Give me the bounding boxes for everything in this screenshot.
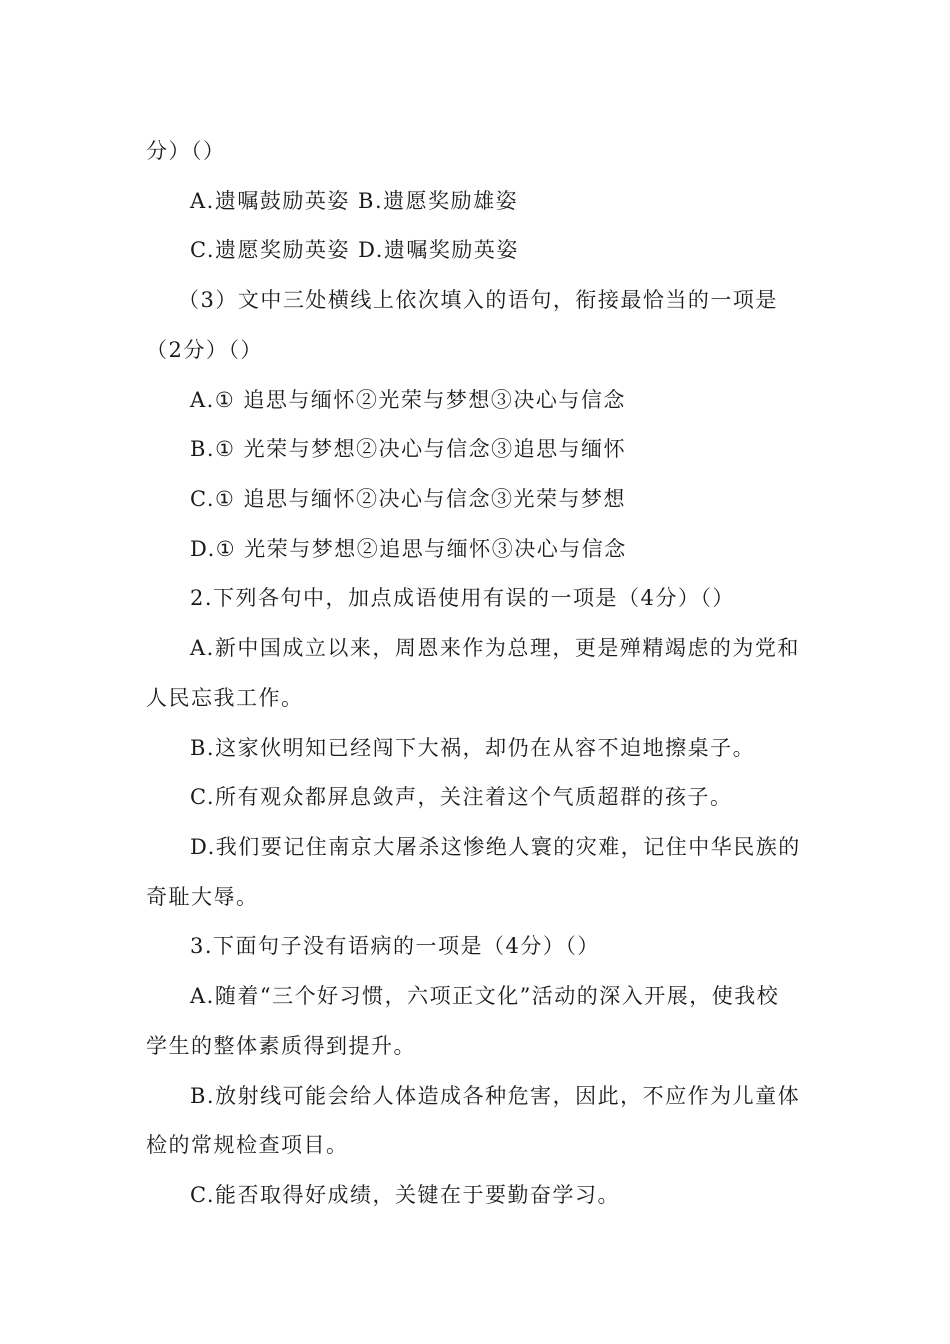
question-2-option-a-cont: 人民忘我工作。: [146, 686, 304, 710]
question-3-option-c: C.① 追思与缅怀②决心与信念③光荣与梦想: [190, 487, 626, 511]
text-line-question-tail: 分）（）: [146, 139, 226, 163]
question-2-option-d: D.我们要记住南京大屠杀这惨绝人寰的灾难，记住中华民族的: [190, 835, 801, 859]
question-3-option-b: B.① 光荣与梦想②决心与信念③追思与缅怀: [190, 437, 627, 461]
question-3b-option-c: C.能否取得好成绩，关键在于要勤奋学习。: [190, 1183, 620, 1207]
question-2-option-c: C.所有观众都屏息敛声，关注着这个气质超群的孩子。: [190, 785, 733, 809]
question-3-option-a: A.① 追思与缅怀②光荣与梦想③决心与信念: [190, 388, 626, 412]
question-2-option-d-cont: 奇耻大辱。: [146, 885, 259, 909]
question-2-option-a: A.新中国成立以来，周恩来作为总理，更是殚精竭虑的为党和: [190, 636, 800, 660]
question-3b-stem: 3.下面句子没有语病的一项是（4分）（）: [190, 934, 600, 958]
question-2-option-b: B.这家伙明知已经闯下大祸，却仍在从容不迫地擦桌子。: [190, 736, 756, 760]
question-3b-option-b-cont: 检的常规检查项目。: [146, 1133, 349, 1157]
question-3-stem: （3）文中三处横线上依次填入的语句，衔接最恰当的一项是: [178, 288, 778, 312]
question-3-option-d: D.① 光荣与梦想②追思与缅怀③决心与信念: [190, 537, 627, 561]
question-3-score: （2分）（）: [146, 338, 263, 362]
question-3b-option-a-cont: 学生的整体素质得到提升。: [146, 1034, 416, 1058]
option-line-ab: A.遗嘱鼓励英姿 B.遗愿奖励雄姿: [190, 189, 519, 213]
question-3b-option-a: A.随着“三个好习惯，六项正文化”活动的深入开展，使我校: [190, 984, 780, 1008]
question-3b-option-b: B.放射线可能会给人体造成各种危害，因此，不应作为儿童体: [190, 1084, 801, 1108]
question-2-stem: 2.下列各句中，加点成语使用有误的一项是（4分）（）: [190, 586, 735, 610]
option-line-cd: C.遗愿奖励英姿 D.遗嘱奖励英姿: [190, 238, 519, 262]
